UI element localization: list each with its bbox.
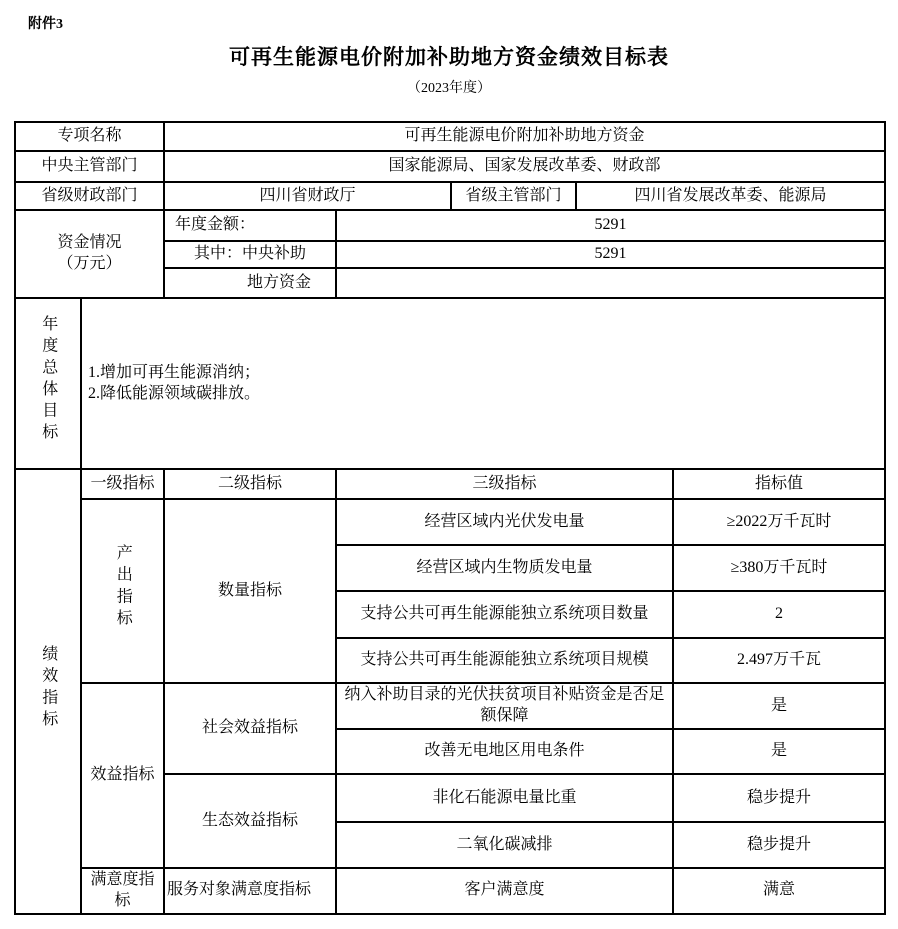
funding-central-label-cell: 其中：中央补助 xyxy=(164,241,336,268)
annual-goal-line: 2.降低能源领域碳排放。 xyxy=(88,384,261,402)
indicator-value-cell: 是 xyxy=(673,683,885,729)
indicator-cell: 经营区域内光伏发电量 xyxy=(336,499,673,545)
subgroup-label-cell-quantity: 数量指标 xyxy=(164,499,336,683)
indicator-value-cell: 2.497万千瓦 xyxy=(673,638,885,683)
indicator-cell: 二氧化碳减排 xyxy=(336,822,673,868)
indicator-value-cell: ≥380万千瓦时 xyxy=(673,545,885,591)
funding-annual-label-cell: 年度金额： xyxy=(164,210,336,241)
provincial-admin-label-cell: 省级主管部门 xyxy=(451,182,576,210)
indicator-cell: 纳入补助目录的光伏扶贫项目补贴资金是否足额保障 xyxy=(336,683,673,729)
subgroup-label-cell-service: 服务对象满意度指标 xyxy=(164,868,336,914)
header-level2-cell: 二级指标 xyxy=(164,469,336,499)
annual-goal-label-cell xyxy=(15,298,81,469)
provincial-admin-value-cell: 四川省发展改革委、能源局 xyxy=(576,182,885,210)
group-label-cell-satisfaction: 满意度指标 xyxy=(81,868,164,914)
subgroup-label-cell-social: 社会效益指标 xyxy=(164,683,336,774)
central-dept-label-cell: 中央主管部门 xyxy=(15,151,164,182)
indicator-value-cell: 稳步提升 xyxy=(673,774,885,822)
funding-section-label-line1: 资金情况 xyxy=(57,234,122,252)
performance-section-label: 绩效指标 xyxy=(39,644,57,732)
indicator-cell: 客户满意度 xyxy=(336,868,673,914)
indicator-cell: 支持公共可再生能源能独立系统项目数量 xyxy=(336,591,673,638)
group-label-cell-benefit: 效益指标 xyxy=(81,683,164,868)
header-level3-cell: 三级指标 xyxy=(336,469,673,499)
indicator-value-cell: ≥2022万千瓦时 xyxy=(673,499,885,545)
page-subtitle: （2023年度） xyxy=(407,81,491,96)
funding-local-label-cell: 地方资金 xyxy=(164,268,336,298)
indicator-cell: 改善无电地区用电条件 xyxy=(336,729,673,774)
performance-section-label-cell xyxy=(15,469,81,914)
indicator-value-cell: 是 xyxy=(673,729,885,774)
indicator-cell: 非化石能源电量比重 xyxy=(336,774,673,822)
group-label-cell-output xyxy=(81,499,164,683)
indicator-value-cell: 稳步提升 xyxy=(673,822,885,868)
central-dept-value-cell: 国家能源局、国家发展改革委、财政部 xyxy=(164,151,885,182)
annual-goal-label: 年度总体目标 xyxy=(39,315,57,445)
funding-section-label-cell xyxy=(15,210,164,298)
header-value-cell: 指标值 xyxy=(673,469,885,499)
funding-local-value-cell xyxy=(336,268,885,298)
header-level1-cell: 一级指标 xyxy=(81,469,164,499)
provincial-finance-value-cell: 四川省财政厅 xyxy=(164,182,451,210)
indicator-value-cell: 满意 xyxy=(673,868,885,914)
attachment-label: 附件3 xyxy=(28,17,63,32)
indicator-cell: 支持公共可再生能源能独立系统项目规模 xyxy=(336,638,673,683)
project-name-label-cell: 专项名称 xyxy=(15,122,164,151)
subgroup-label-cell-ecology: 生态效益指标 xyxy=(164,774,336,868)
indicator-cell: 经营区域内生物质发电量 xyxy=(336,545,673,591)
funding-annual-value-cell: 5291 xyxy=(336,210,885,241)
funding-central-value-cell: 5291 xyxy=(336,241,885,268)
page-title: 可再生能源电价附加补助地方资金绩效目标表 xyxy=(229,45,669,69)
annual-goal-line: 1.增加可再生能源消纳； xyxy=(88,363,261,381)
funding-section-label-line2: （万元） xyxy=(57,255,122,272)
project-name-value-cell: 可再生能源电价附加补助地方资金 xyxy=(164,122,885,151)
performance-target-table xyxy=(14,121,886,915)
indicator-value-cell: 2 xyxy=(673,591,885,638)
provincial-finance-label-cell: 省级财政部门 xyxy=(15,182,164,210)
group-label-output: 产出指标 xyxy=(114,544,132,631)
annual-goal-content-cell xyxy=(81,298,885,469)
